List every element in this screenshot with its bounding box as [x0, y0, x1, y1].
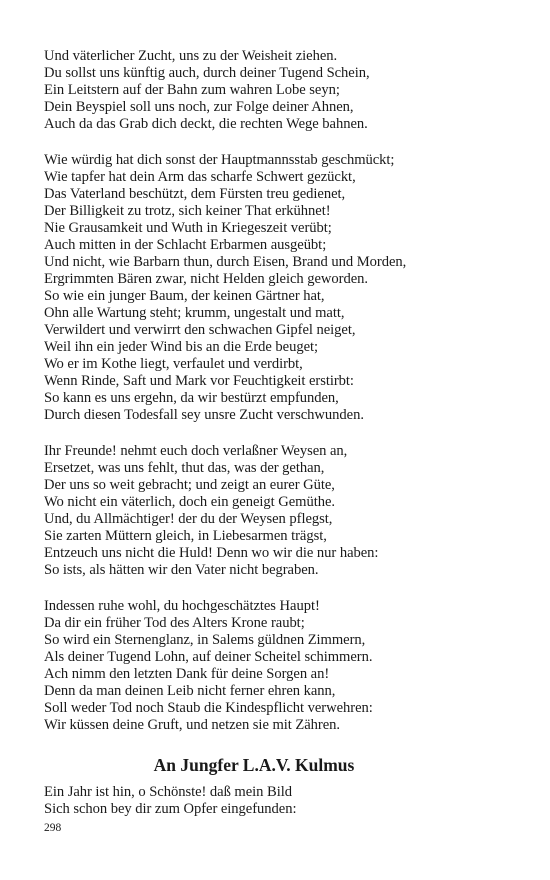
verse-line: Wir küssen deine Gruft, und netzen sie mit Zähren. — [44, 717, 340, 733]
verse-line: So wird ein Sternenglanz, in Salems güldnen Zimmern, — [44, 632, 366, 648]
verse-line: Ohn alle Wartung steht; krumm, ungestalt und matt, — [44, 305, 345, 321]
verse-line: Ersetzet, was uns fehlt, thut das, was der gethan, — [44, 460, 325, 476]
verse-line: Durch diesen Todesfall sey unsre Zucht verschwunden. — [44, 407, 364, 423]
stanza — [44, 598, 524, 734]
verse-line: Wie würdig hat dich sonst der Hauptmannsstab geschmückt; — [44, 152, 395, 168]
stanza — [44, 443, 524, 579]
verse-line: Verwildert und verwirrt den schwachen Gipfel neiget, — [44, 322, 356, 338]
verse-line: Weil ihn ein jeder Wind bis an die Erde beuget; — [44, 339, 319, 355]
new-poem-body — [44, 784, 524, 818]
poem-heading: An Jungfer L.A.V. Kulmus — [153, 755, 355, 775]
verse-line: Ergrimmten Bären zwar, nicht Helden gleich geworden. — [44, 271, 368, 287]
verse-line: Da dir ein früher Tod des Alters Krone raubt; — [44, 615, 305, 631]
verse-line: Als deiner Tugend Lohn, auf deiner Scheitel schimmern. — [44, 649, 373, 665]
verse-line: Entzeuch uns nicht die Huld! Denn wo wir die nur haben: — [44, 545, 379, 561]
verse-line: So ists, als hätten wir den Vater nicht begraben. — [44, 562, 319, 578]
verse-line: Ach nimm den letzten Dank für deine Sorgen an! — [44, 666, 330, 682]
verse-line: So kann es uns ergehn, da wir bestürzt empfunden, — [44, 390, 339, 406]
verse-line: Ein Jahr ist hin, o Schönste! daß mein Bild — [44, 784, 292, 800]
verse-line: Nie Grausamkeit und Wuth in Kriegeszeit verübt; — [44, 220, 332, 236]
verse-line: Indessen ruhe wohl, du hochgeschätztes Haupt! — [44, 598, 320, 614]
verse-line: Auch mitten in der Schlacht Erbarmen ausgeübt; — [44, 237, 327, 253]
verse-line: Wo er im Kothe liegt, verfaulet und verdirbt, — [44, 356, 303, 372]
verse-line: Sich schon bey dir zum Opfer eingefunden: — [44, 801, 297, 817]
verse-line: Wenn Rinde, Saft und Mark vor Feuchtigkeit erstirbt: — [44, 373, 354, 389]
verse-line: Denn da man deinen Leib nicht ferner ehren kann, — [44, 683, 336, 699]
verse-line: Und, du Allmächtiger! der du der Weysen pflegst, — [44, 511, 333, 527]
stanza — [44, 152, 524, 424]
verse-line: Auch da das Grab dich deckt, die rechten Wege bahnen. — [44, 116, 368, 132]
verse-line: Wo nicht ein väterlich, doch ein geneigt Gemüthe. — [44, 494, 335, 510]
verse-line: Das Vaterland beschützt, dem Fürsten treu gedienet, — [44, 186, 346, 202]
verse-line: Und väterlicher Zucht, uns zu der Weisheit ziehen. — [44, 48, 338, 64]
verse-line: Dein Beyspiel soll uns noch, zur Folge deiner Ahnen, — [44, 99, 354, 115]
verse-line: Du sollst uns künftig auch, durch deiner Tugend Schein, — [44, 65, 370, 81]
verse-line: So wie ein junger Baum, der keinen Gärtner hat, — [44, 288, 325, 304]
verse-line: Der uns so weit gebracht; und zeigt an eurer Güte, — [44, 477, 335, 493]
verse-line: Der Billigkeit zu trotz, sich keiner That erkühnet! — [44, 203, 331, 219]
page-number: 298 — [44, 822, 62, 834]
verse-line: Sie zarten Müttern gleich, in Liebesarmen trägst, — [44, 528, 327, 544]
stanza — [44, 48, 524, 133]
poem-body — [44, 48, 524, 734]
verse-line: Soll weder Tod noch Staub die Kindespflicht verwehren: — [44, 700, 373, 716]
poem-page — [44, 48, 524, 818]
verse-line: Wie tapfer hat dein Arm das scharfe Schwert gezückt, — [44, 169, 356, 185]
verse-line: Ein Leitstern auf der Bahn zum wahren Lobe seyn; — [44, 82, 340, 98]
verse-line: Ihr Freunde! nehmt euch doch verlaßner Weysen an, — [44, 443, 348, 459]
verse-line: Und nicht, wie Barbarn thun, durch Eisen, Brand und Morden, — [44, 254, 407, 270]
